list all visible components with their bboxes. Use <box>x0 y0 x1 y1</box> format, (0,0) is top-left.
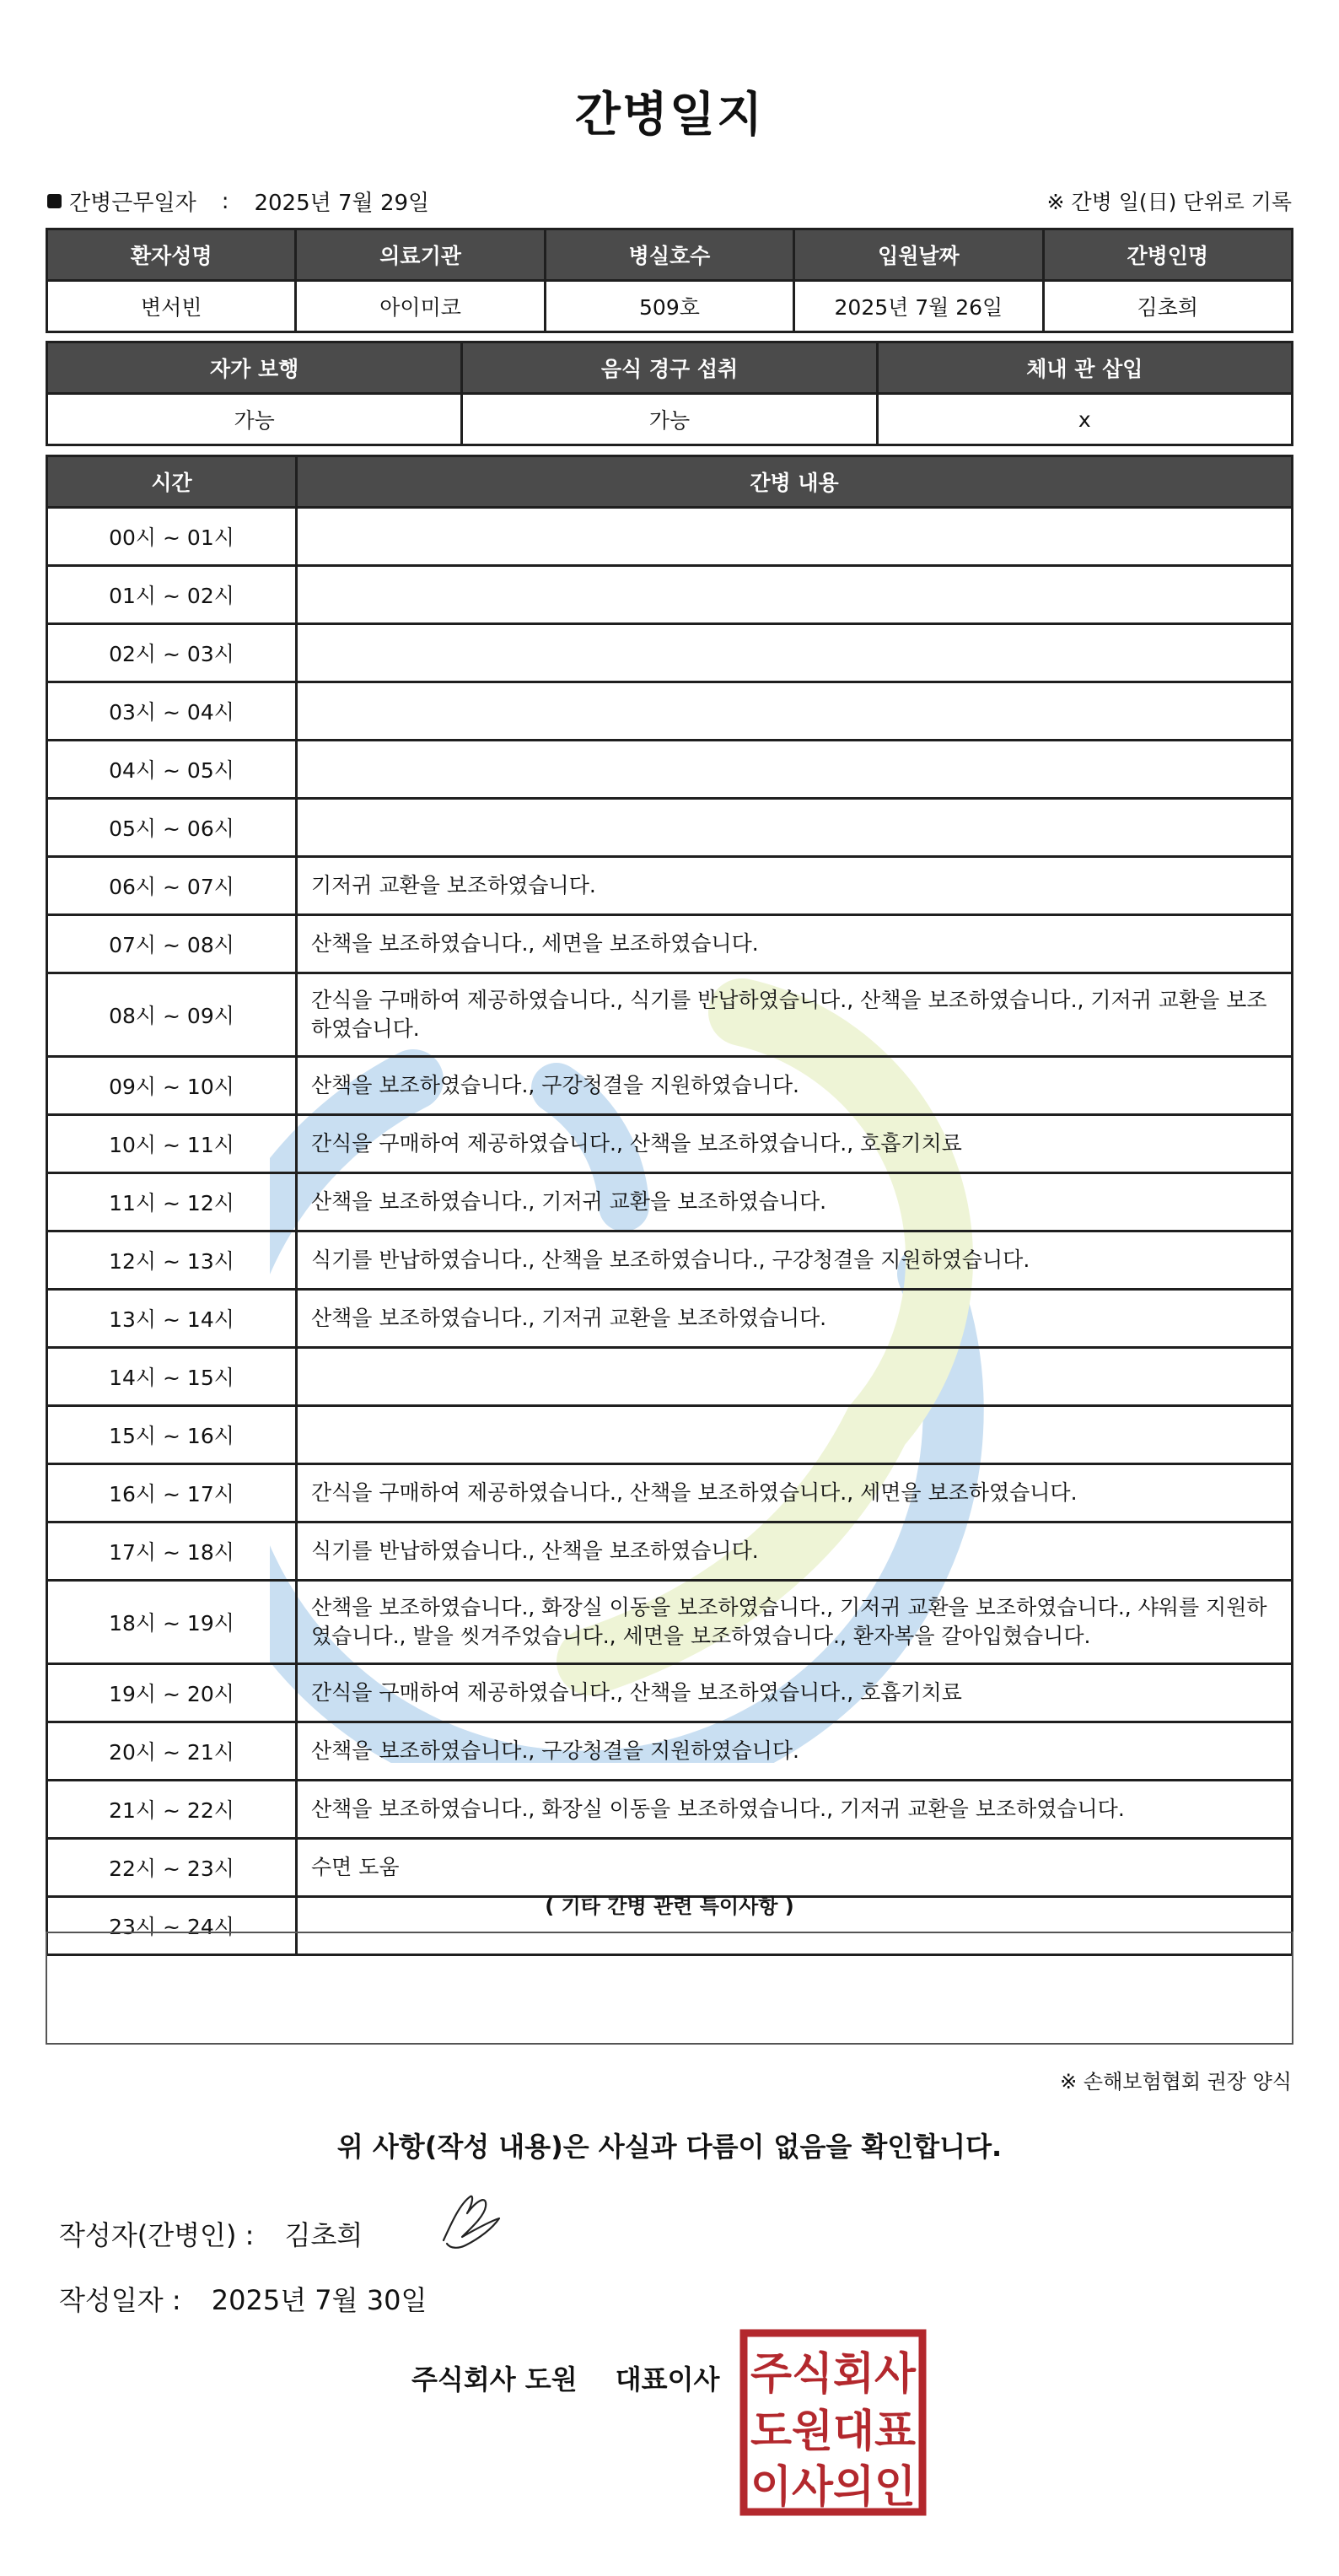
care-content: 산책을 보조하였습니다., 세면을 보조하였습니다. <box>297 915 1293 973</box>
patient-name: 변서빈 <box>47 281 296 332</box>
time-slot: 00시 ~ 01시 <box>47 508 297 566</box>
time-slot: 23시 ~ 24시 <box>47 1897 297 1955</box>
time-slot: 06시 ~ 07시 <box>47 857 297 915</box>
care-log-header-row <box>47 456 1293 508</box>
table-row <box>47 1581 1293 1664</box>
table-row <box>47 1664 1293 1722</box>
time-slot: 18시 ~ 19시 <box>47 1581 297 1664</box>
table-row <box>47 1522 1293 1581</box>
bullet-square-icon <box>47 194 62 208</box>
care-content: 식기를 반납하였습니다., 산책을 보조하였습니다., 구강청결을 지원하였습니다. <box>297 1231 1293 1290</box>
table-row <box>47 1781 1293 1839</box>
time-slot: 12시 ~ 13시 <box>47 1231 297 1290</box>
patient-info-table <box>46 228 1293 333</box>
table-row <box>47 857 1293 915</box>
care-content <box>297 1348 1293 1406</box>
header-tube-insertion: 체내 관 삽입 <box>877 342 1292 394</box>
time-slot: 02시 ~ 03시 <box>47 624 297 682</box>
ceo-title: 대표이사 <box>615 2363 720 2395</box>
table-row <box>47 915 1293 973</box>
header-self-walking: 자가 보행 <box>47 342 462 394</box>
tube-insertion-value: x <box>877 394 1292 445</box>
time-slot: 14시 ~ 15시 <box>47 1348 297 1406</box>
insurer-recommended-note: ※ 손해보험협회 권장 양식 <box>1060 2070 1292 2094</box>
time-slot: 09시 ~ 10시 <box>47 1057 297 1115</box>
writer-row <box>59 2214 363 2253</box>
time-slot: 05시 ~ 06시 <box>47 799 297 857</box>
care-content <box>297 566 1293 624</box>
table-row <box>47 1115 1293 1173</box>
care-content <box>297 741 1293 799</box>
care-content: 산책을 보조하였습니다., 화장실 이동을 보조하였습니다., 기저귀 교환을 보조하였습니다. <box>297 1781 1293 1839</box>
care-content: 기저귀 교환을 보조하였습니다. <box>297 857 1293 915</box>
care-content <box>297 682 1293 741</box>
work-date-value: 2025년 7월 29일 <box>254 191 430 216</box>
time-slot: 19시 ~ 20시 <box>47 1664 297 1722</box>
oral-intake-value: 가능 <box>462 394 877 445</box>
table-row <box>47 1231 1293 1290</box>
care-content <box>297 799 1293 857</box>
table-row <box>47 1839 1293 1897</box>
time-slot: 08시 ~ 09시 <box>47 973 297 1057</box>
care-content: 산책을 보조하였습니다., 기저귀 교환을 보조하였습니다. <box>297 1290 1293 1348</box>
company-name: 주식회사 도원 <box>411 2363 578 2395</box>
time-slot: 10시 ~ 11시 <box>47 1115 297 1173</box>
header-time: 시간 <box>47 456 297 508</box>
special-notes-box <box>46 1932 1293 2045</box>
care-content: 간식을 구매하여 제공하였습니다., 식기를 반납하였습니다., 산책을 보조하였습니다., 기저귀 교환을 보조하였습니다. <box>297 973 1293 1057</box>
care-content <box>297 624 1293 682</box>
header-hospital: 의료기관 <box>296 229 545 281</box>
work-date-separator: : <box>221 188 229 214</box>
company-seal-stamp <box>739 2328 928 2517</box>
writer-label: 작성자(간병인) : <box>59 2219 255 2251</box>
written-date-label: 작성일자 : <box>59 2284 181 2316</box>
header-care-content: 간병 내용 <box>297 456 1293 508</box>
svg-text:도원대표: 도원대표 <box>750 2406 916 2457</box>
patient-info-value-row <box>47 281 1293 332</box>
writer-name: 김초희 <box>284 2219 363 2251</box>
table-row <box>47 973 1293 1057</box>
table-row <box>47 1173 1293 1231</box>
svg-text:이사의인: 이사의인 <box>750 2462 916 2513</box>
table-row <box>47 1057 1293 1115</box>
care-content: 식기를 반납하였습니다., 산책을 보조하였습니다. <box>297 1522 1293 1581</box>
care-content: 간식을 구매하여 제공하였습니다., 산책을 보조하였습니다., 호흡기치료 <box>297 1664 1293 1722</box>
time-slot: 11시 ~ 12시 <box>47 1173 297 1231</box>
care-content: 수면 도움 <box>297 1839 1293 1897</box>
time-slot: 20시 ~ 21시 <box>47 1722 297 1781</box>
written-date-row <box>59 2279 427 2318</box>
care-content: 간식을 구매하여 제공하였습니다., 산책을 보조하였습니다., 세면을 보조하였습니다. <box>297 1464 1293 1522</box>
care-content <box>297 1406 1293 1464</box>
company-row <box>411 2358 719 2397</box>
time-slot: 15시 ~ 16시 <box>47 1406 297 1464</box>
table-row <box>47 1348 1293 1406</box>
care-content <box>297 508 1293 566</box>
header-oral-intake: 음식 경구 섭취 <box>462 342 877 394</box>
time-slot: 04시 ~ 05시 <box>47 741 297 799</box>
table-row <box>47 682 1293 741</box>
table-row <box>47 624 1293 682</box>
hospital-name: 아이미코 <box>296 281 545 332</box>
care-content: 간식을 구매하여 제공하였습니다., 산책을 보조하였습니다., 호흡기치료 <box>297 1115 1293 1173</box>
time-slot: 21시 ~ 22시 <box>47 1781 297 1839</box>
table-row <box>47 1290 1293 1348</box>
work-date-row <box>47 186 429 217</box>
caregiver-name: 김초희 <box>1043 281 1292 332</box>
time-slot: 03시 ~ 04시 <box>47 682 297 741</box>
work-date-label: 간병근무일자 <box>69 191 196 216</box>
patient-info-header-row <box>47 229 1293 281</box>
table-row <box>47 799 1293 857</box>
time-slot: 17시 ~ 18시 <box>47 1522 297 1581</box>
svg-text:주식회사: 주식회사 <box>750 2349 917 2400</box>
time-slot: 22시 ~ 23시 <box>47 1839 297 1897</box>
admission-date: 2025년 7월 26일 <box>794 281 1043 332</box>
care-content: 산책을 보조하였습니다., 구강청결을 지원하였습니다. <box>297 1722 1293 1781</box>
status-header-row <box>47 342 1293 394</box>
table-row <box>47 741 1293 799</box>
table-row <box>47 1406 1293 1464</box>
care-log-table <box>46 455 1293 1956</box>
special-notes-title: ( 기타 간병 관련 특이사항 ) <box>545 1894 794 1918</box>
table-row <box>47 566 1293 624</box>
patient-status-table <box>46 341 1293 446</box>
confirmation-statement: 위 사항(작성 내용)은 사실과 다름이 없음을 확인합니다. <box>336 2131 1003 2163</box>
care-content: 산책을 보조하였습니다., 화장실 이동을 보조하였습니다., 기저귀 교환을 보조하였습니다., 샤워를 지원하였습니다., 발을 씻겨주었습니다., 세면을 보조하였습니다., 환자복을 갈아입혔습니다. <box>297 1581 1293 1664</box>
unit-note: ※ 간병 일(日) 단위로 기록 <box>1046 190 1292 214</box>
time-slot: 07시 ~ 08시 <box>47 915 297 973</box>
page-title: 간병일지 <box>574 88 765 143</box>
time-slot: 16시 ~ 17시 <box>47 1464 297 1522</box>
time-slot: 01시 ~ 02시 <box>47 566 297 624</box>
header-admission-date: 입원날짜 <box>794 229 1043 281</box>
table-row <box>47 508 1293 566</box>
table-row <box>47 1464 1293 1522</box>
header-room-number: 병실호수 <box>545 229 793 281</box>
signature-image <box>437 2188 506 2255</box>
room-number: 509호 <box>545 281 793 332</box>
time-slot: 13시 ~ 14시 <box>47 1290 297 1348</box>
written-date-value: 2025년 7월 30일 <box>211 2284 428 2316</box>
care-content: 산책을 보조하였습니다., 기저귀 교환을 보조하였습니다. <box>297 1173 1293 1231</box>
status-value-row <box>47 394 1293 445</box>
self-walking-value: 가능 <box>47 394 462 445</box>
header-caregiver-name: 간병인명 <box>1043 229 1292 281</box>
table-row <box>47 1722 1293 1781</box>
header-patient-name: 환자성명 <box>47 229 296 281</box>
care-content: 산책을 보조하였습니다., 구강청결을 지원하였습니다. <box>297 1057 1293 1115</box>
